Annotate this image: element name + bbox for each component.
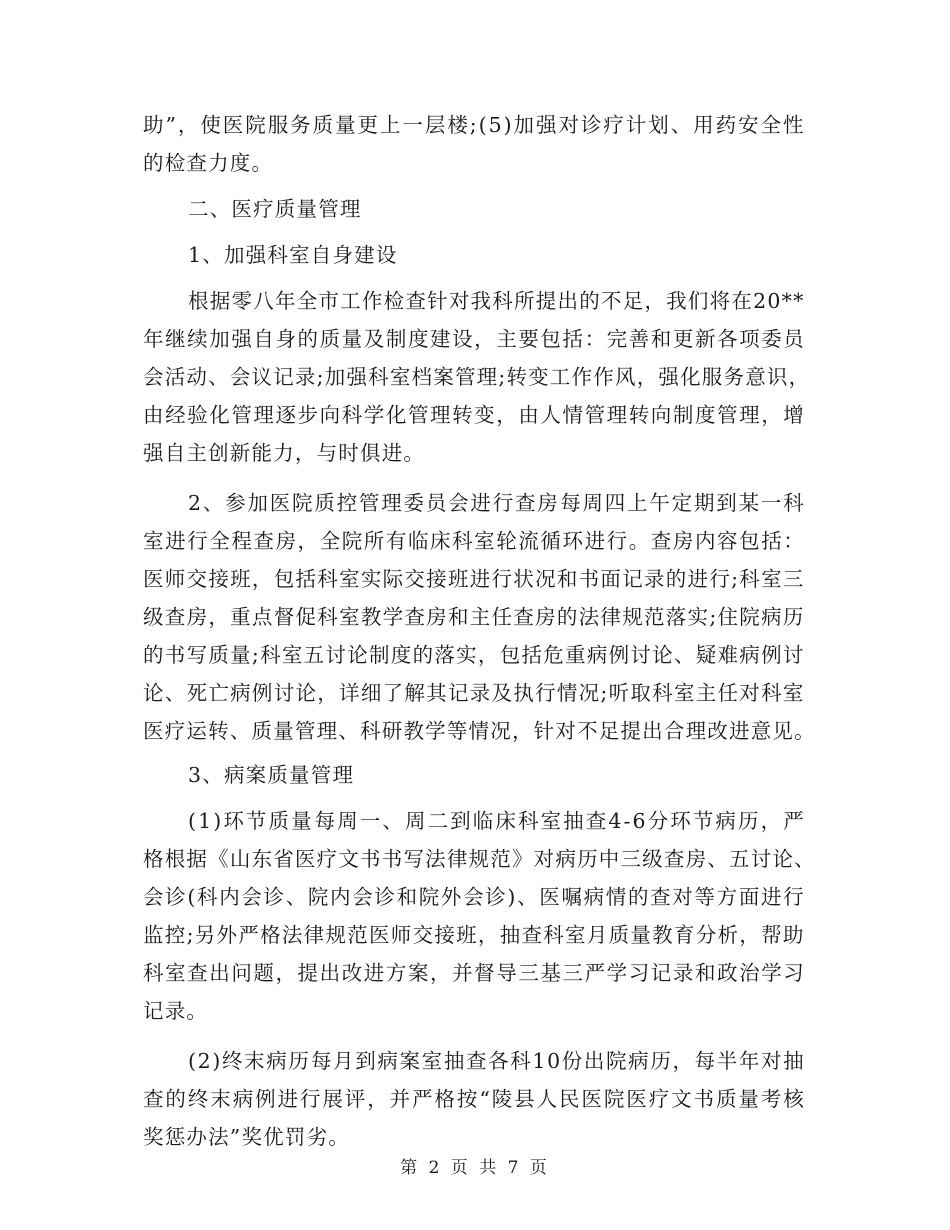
text-line: 2 、 参 加 医 院 质 控 管 理 委 员 会 进 行 查 房 每 周 四 上 午 定 期 到 某 一 科 bbox=[188, 491, 805, 515]
text-line: 科 室 查 出 问 题 ， 提 出 改 进 方 案 ， 并 督 导 三 基 三 严 学 习 记 录 和 政 治 学 习 bbox=[143, 961, 805, 985]
page-footer: 第 2 页 共 7 页 bbox=[400, 1158, 550, 1178]
text-line: 记录。 bbox=[143, 999, 209, 1023]
text-line: 级 查 房 ， 重 点 督 促 科 室 教 学 查 房 和 主 任 查 房 的 法 律 规 范 落 实 ; 住 院 病 历 bbox=[143, 605, 805, 629]
text-line: 的检查力度。 bbox=[143, 151, 274, 175]
document-body bbox=[143, 106, 816, 1156]
text-line: 论 、 死 亡 病 例 讨 论 ， 详 细 了 解 其 记 录 及 执 行 情 况 ; 听 取 科 室 主 任 对 科 室 bbox=[143, 681, 805, 705]
text-line: 年 继 续 加 强 自 身 的 质 量 及 制 度 建 设 ， 主 要 包 括 ： 完 善 和 更 新 各 项 委 员 bbox=[143, 327, 805, 351]
text-line: 强自主创新能力，与时俱进。 bbox=[143, 441, 426, 465]
text-line: 医 师 交 接 班 ， 包 括 科 室 实 际 交 接 班 进 行 状 况 和 书 面 记 录 的 进 行 ; 科 室 三 bbox=[143, 567, 805, 591]
text-line: 根 据 零 八 年 全 市 工 作 检 查 针 对 我 科 所 提 出 的 不 足 ， 我 们 将 在 2 0 * * bbox=[188, 289, 805, 313]
text-line: 助 ” ， 使 医 院 服 务 质 量 更 上 一 层 楼 ; ( 5 ) 加 强 对 诊 疗 计 划 、 用 药 安 全 性 bbox=[143, 113, 805, 137]
text-line: 查 的 终 末 病 例 进 行 展 评 ， 并 严 格 按 “ 陵 县 人 民 医 院 医 疗 文 书 质 量 考 核 bbox=[143, 1087, 805, 1111]
text-line: ( 2 ) 终 末 病 历 每 月 到 病 案 室 抽 查 各 科 1 0 份 出 院 病 历 ， 每 半 年 对 抽 bbox=[188, 1049, 805, 1073]
text-line: 格 根 据 《 山 东 省 医 疗 文 书 书 写 法 律 规 范 》 对 病 历 中 三 级 查 房 、 五 讨 论 、 bbox=[143, 847, 816, 871]
text-line: 会 诊 ( 科 内 会 诊 、 院 内 会 诊 和 院 外 会 诊 ) 、 医 嘱 病 情 的 查 对 等 方 面 进 行 bbox=[143, 885, 805, 909]
text-line: 监 控 ; 另 外 严 格 法 律 规 范 医 师 交 接 班 ， 抽 查 科 室 月 质 量 教 育 分 析 ， 帮 助 bbox=[143, 923, 805, 947]
text-line: 3、病案质量管理 bbox=[188, 763, 355, 787]
text-line: 会 活 动 、 会 议 记 录 ; 加 强 科 室 档 案 管 理 ; 转 变 工 作 作 风 ， 强 化 服 务 意 识 ， bbox=[143, 365, 811, 389]
text-line: 医 疗 运 转 、 质 量 管 理 、 科 研 教 学 等 情 况 ， 针 对 不 足 提 出 合 理 改 进 意 见 。 bbox=[143, 719, 816, 743]
text-line: ( 1 ) 环 节 质 量 每 周 一 、 周 二 到 临 床 科 室 抽 查 4 - 6 分 环 节 病 历 ， 严 bbox=[188, 809, 805, 833]
text-line: 的 书 写 质 量 ; 科 室 五 讨 论 制 度 的 落 实 ， 包 括 危 重 病 例 讨 论 、 疑 难 病 例 讨 bbox=[143, 643, 805, 667]
text-line: 1、加强科室自身建设 bbox=[188, 243, 398, 267]
text-line: 由 经 验 化 管 理 逐 步 向 科 学 化 管 理 转 变 ， 由 人 情 管 理 转 向 制 度 管 理 ， 增 bbox=[143, 403, 805, 427]
text-line: 室 进 行 全 程 查 房 ， 全 院 所 有 临 床 科 室 轮 流 循 环 进 行 。 查 房 内 容 包 括 ： bbox=[143, 529, 805, 553]
text-line: 二、医疗质量管理 bbox=[188, 197, 362, 221]
text-line: 奖惩办法”奖优罚劣。 bbox=[143, 1125, 350, 1149]
